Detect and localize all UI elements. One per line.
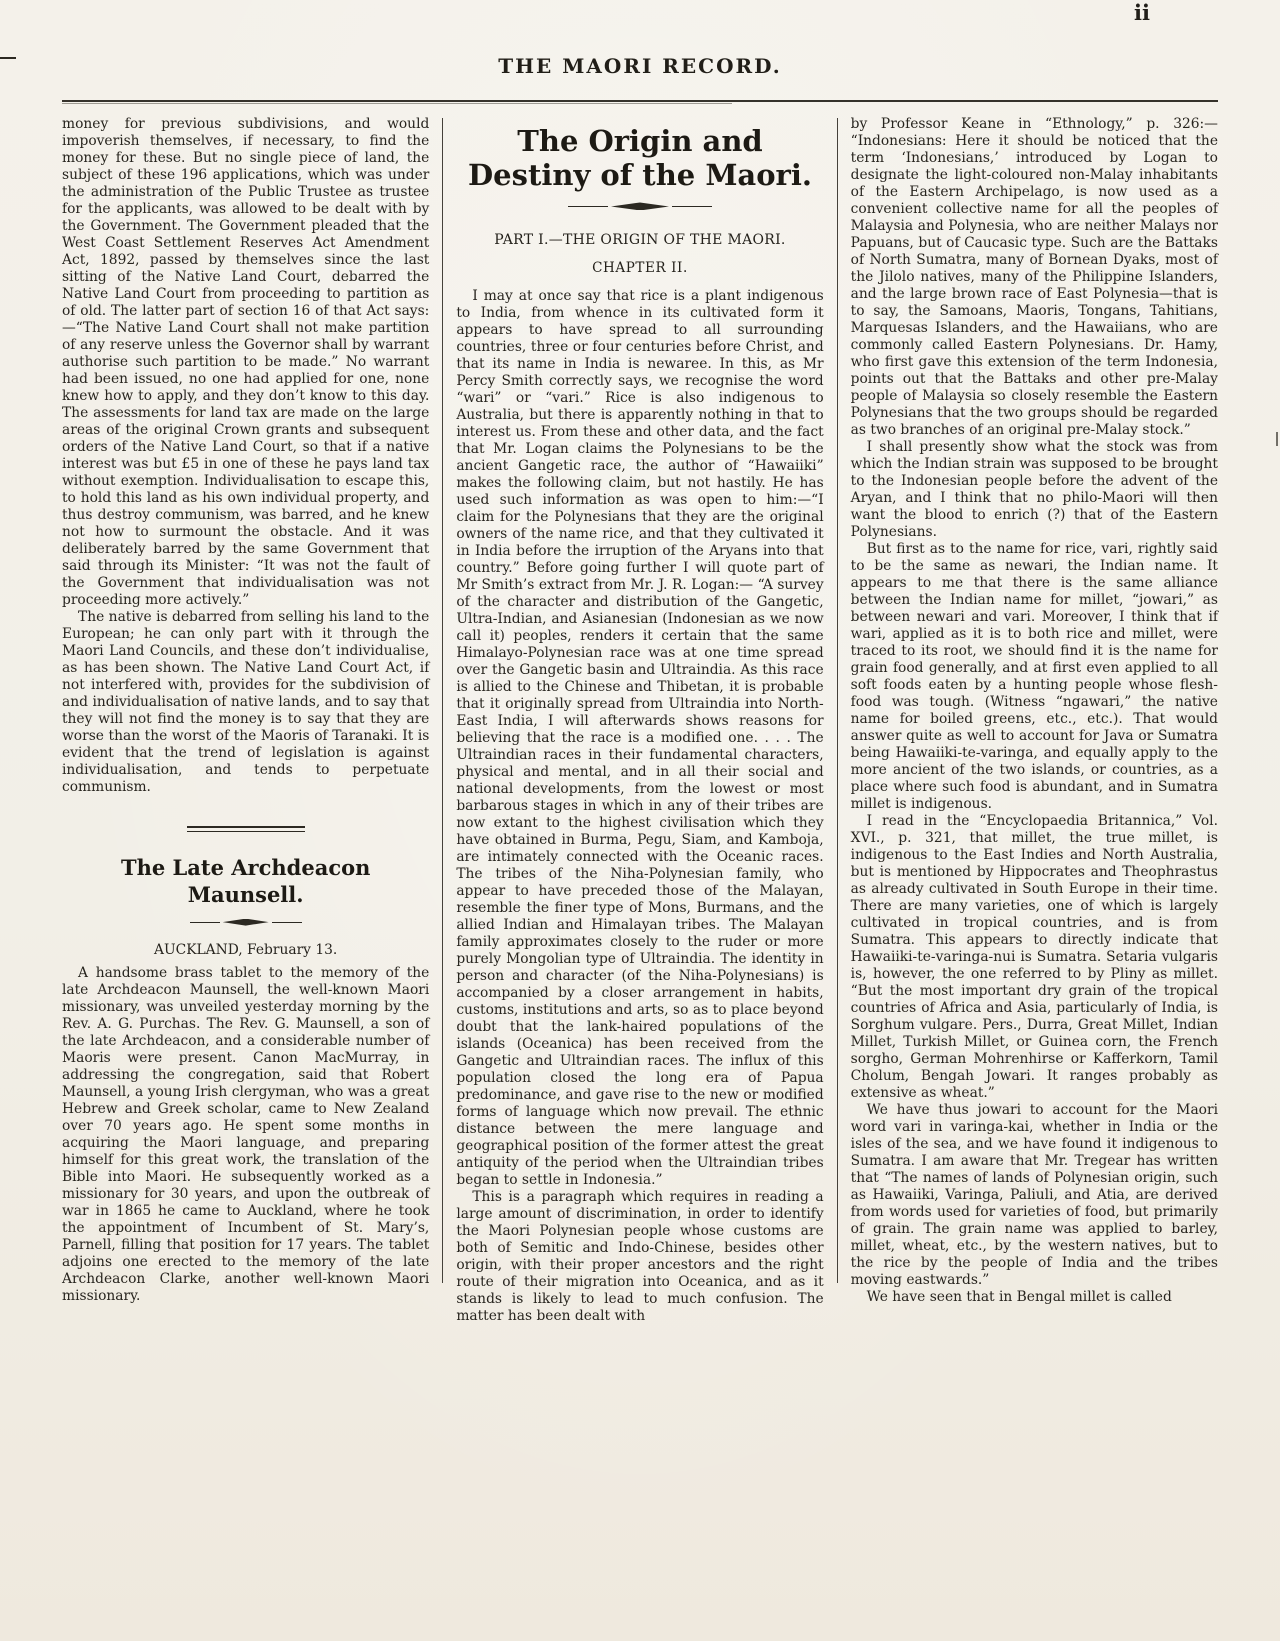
diamond-divider (456, 202, 823, 210)
divider-tail (568, 206, 608, 207)
dateline: AUCKLAND, February 13. (154, 941, 338, 958)
divider-tail (272, 922, 302, 923)
column-2 (456, 116, 823, 1325)
maunsell-article-body (62, 965, 429, 1305)
section-divider (187, 826, 305, 832)
maunsell-article-title (80, 854, 411, 909)
diamond-divider (62, 919, 429, 926)
paragraph: This is a paragraph which requires in reading a large amount of discrimination, in order to identify the Maori Polynesian people whose customs are both of Semitic and Indo-Chinese, besides other origin, with their proper ancestors and the right route of their migration into Oceanica, and as it stands is likely to lead to much confusion. The matter has been dealt with (456, 1189, 824, 1325)
paragraph: I may at once say that rice is a plant indigenous to India, from whence in its cultivated form it appears to have spread to all surrounding countries, three or four centuries before Christ, and that its name in India is newaree. In this, as Mr Percy Smith correctly says, we recognise the word “wari” or “vari.” Rice is also indigenous to Australia, but there is apparently nothing in that to interest us. From these and other data, and the fact that Mr. Logan claims the Polynesians to be the ancient Gangetic race, the author of “Hawaiiki” makes the following claim, but not hastily. He has used such information as was open to him:—“I claim for the Polynesians that they are the original owners of the name rice, and that they cultivated it in India before the irruption of the Aryans into that country.” Before going further I will quote part of Mr Smith’s extract from Mr. J. R. Logan:— “A survey of the character and distribution of the Gangetic, Ultra-Indian, and Asianesian (Indonesian as we now call it) peoples, renders it certain that the same Himalayo-Polynesian race was at one time spread over the Gangetic basin and Ultraindia. As this race is allied to the Chinese and Thibetan, it is probable that it originally spread from Ultraindia into North-East India, I will afterwards shows reasons for believing that the race is a modified one. . . . The Ultraindian races in their fundamental characters, physical and mental, and in all their social and national developments, from the lowest or most barbarous stages in which in any of their tribes are now extant to the highest civilisation which they have obtained in Burma, Pegu, Siam, and Kamboja, are intimately connected with the Oceanic races. The tribes of the Niha-Polynesian family, who appear to have preceded those of the Malayan, resemble the finer type of Mons, Burmans, and the allied Indian and Himalayan tribes. The Malayan family approximates closely to the ruder or more purely Mongolian type of Ultraindia. The identity in person and character (of the Niha-Polynesians) is accompanied by a closer arrangement in habits, customs, institutions and arts, so as to place beyond doubt that the lank-haired populations of the islands (Oceanica) has been received from the Gangetic and Ultraindian races. The influx of this population closed the long era of Papua predominance, and gave rise to the new or modified forms of language which now prevail. The ethnic distance between the mere language and geographical position of the former attest the great antiquity of the period when the Ultraindian tribes began to settle in Indonesia.” (456, 288, 824, 1189)
chapter-heading: CHAPTER II. (592, 260, 688, 277)
paragraph: The native is debarred from selling his land to the European; he can only part with it through the Maori Land Councils, and these don’t individualise, as has been shown. The Native Land Court Act, if not interfered with, provides for the subdivision of and individualisation of native lands, and to say that they will not find the money is to say that they are worse than the worst of the Maoris of Taranaki. It is evident that the trend of legislation is against individualisation, and tends to perpetuate communism. (62, 609, 430, 795)
page-header (0, 0, 1280, 86)
divider-rule-top (187, 826, 305, 828)
continued-article-body (851, 116, 1218, 1306)
masthead-title: THE MAORI RECORD. (498, 54, 782, 78)
title-line: Maunsell. (187, 882, 304, 908)
diamond-ornament (223, 919, 269, 926)
diamond-ornament (611, 202, 669, 210)
scan-artifact (1276, 432, 1278, 446)
paragraph: We have thus jowari to account for the Maori word vari in varinga-kai, whether in India or the isles of the sea, and we have found it indigenous to Sumatra. I am aware that Mr. Tregear has written that “The names of lands of Polynesian origin, such as Hawaiiki, Varinga, Paliuli, and Atia, are derived from words used for varieties of food, but primarily of grain. The grain name was applied to barley, millet, wheat, etc., by the western natives, but to the rice by the people of India and the tribes moving eastwards.” (850, 1102, 1218, 1288)
origin-article-body (456, 288, 823, 1325)
header-rule (62, 100, 1218, 106)
paragraph: We have seen that in Bengal millet is called (866, 1289, 1172, 1305)
headline-line: Destiny of the Maori. (468, 158, 812, 193)
column-1 (62, 116, 429, 1325)
column-3 (851, 116, 1218, 1325)
headline-line: The Origin and (517, 124, 763, 158)
paragraph: I shall presently show what the stock was from which the Indian strain was supposed to be brought to the Indonesian people before the advent of the Aryan, and I think that no philo-Maori will then want the blood to enrich (?) that of the Eastern Polynesians. (850, 439, 1218, 540)
column-rule (837, 118, 838, 1283)
divider-tail (672, 206, 712, 207)
part-heading: PART I.—THE ORIGIN OF THE MAORI. (494, 232, 786, 249)
paragraph: But first as to the name for rice, vari, rightly said to be the same as newari, the Indian name. It appears to me that there is the same alliance between the Indian name for millet, “jowari,” as between newari and vari. Moreover, I think that if wari, applied as it is to both rice and millet, were traced to its root, we should find it is the name for grain food generally, and at first even applied to all soft foods eaten by a hunting people whose flesh-food was tough. (Witness “ngawari,” the native name for boiled greens, etc., etc.). That would answer quite as well to account for Java or Sumatra being Hawaiiki-te-varinga, and equally apply to the more ancient of the two islands, or countries, as a place where such food is abundant, and in Sumatra millet is indigenous. (850, 541, 1218, 812)
page-number: ii (1134, 0, 1150, 25)
paragraph: money for previous subdivisions, and would impoverish themselves, if necessary, to find the money for these. But no single piece of land, the subject of these 196 applications, which was under the administration of the Public Trustee as trustee for the applicants, was allowed to be dealt with by the Government. The Government pleaded that the West Coast Settlement Reserves Act Amendment Act, 1892, passed by themselves since the last sitting of the Native Land Court, debarred the Native Land Court from proceeding to partition as of old. The latter part of section 16 of that Act says:—“The Native Land Court shall not make partition of any reserve unless the Governor shall by warrant authorise such partition to be made.” No warrant had been issued, no one had applied for one, none knew how to apply, and they don’t know to this day. The assessments for land tax are made on the large areas of the original Crown grants and subsequent orders of the Native Land Court, so that if a native interest was but £5 in one of these he pays land tax without exemption. Individualisation to escape this, to hold this land as his own individual property, and thus destroy communism, was barred, and he knew not how to surmount the obstacle. And it was deliberately barred by the same Government that said through its Minister: “It was not the fault of the Government that individualisation was not proceeding more actively.” (62, 116, 430, 608)
title-line: The Late Archdeacon (120, 855, 371, 880)
content-columns (0, 106, 1280, 1325)
column-rule (442, 118, 443, 1283)
paragraph: by Professor Keane in “Ethnology,” p. 326:— “Indonesians: Here it should be noticed that the term ‘Indonesians,’ introduced by Logan to designate the light-coloured non-Malay inhabitants of the Eastern Archipelago, is now used as a convenient collective name for all the peoples of Malaysia and Polynesia, who are neither Malays nor Papuans, but of Caucasic type. Such are the Battaks of North Sumatra, many of Bornean Dyaks, most of the Jilolo natives, many of the Philippine Islanders, and the large brown race of East Polynesia—that is to say, the Samoans, Maoris, Tongans, Tahitians, Marquesas Islanders, and the Hawaiians, who are commonly called Eastern Polynesians. Dr. Hamy, who first gave this extension of the term Indonesia, points out that the Battaks and other pre-Malay people of Malaysia so closely resemble the Eastern Polynesians that the two groups should be regarded as two branches of an original pre-Malay stock.” (850, 116, 1218, 438)
paragraph: I read in the “Encyclopaedia Britannica,” Vol. XVI., p. 321, that millet, the true millet, is indigenous to the East Indies and North Australia, but is mentioned by Hippocrates and Theophrastus as already cultivated in South Europe in their time. There are many varieties, one of which is largely cultivated in tropical countries, and is from Sumatra. This appears to directly indicate that Hawaiiki-te-varinga-nui is Sumatra. Setaria vulgaris is, however, the one referred to by Pliny as millet. “But the most important dry grain of the tropical countries of Africa and Asia, particularly of India, is Sorghum vulgare. Pers., Durra, Great Millet, Indian Millet, Turkish Millet, or Guinea corn, the French sorgho, German Mohrenhirse or Kafferkorn, Tamil Cholum, Bengah Jowari. It ranges probably as extensive as wheat.” (850, 813, 1218, 1101)
divider-tail (190, 922, 220, 923)
divider-rule-bottom (187, 831, 305, 832)
origin-article-headline (456, 124, 823, 192)
paragraph: A handsome brass tablet to the memory of the late Archdeacon Maunsell, the well-known Maori missionary, was unveiled yesterday morning by the Rev. A. G. Purchas. The Rev. G. Maunsell, a son of the late Archdeacon, and a considerable number of Maoris were present. Canon MacMurray, in addressing the congregation, said that Robert Maunsell, a young Irish clergyman, who was a great Hebrew and Greek scholar, came to New Zealand over 70 years ago. He spent some months in acquiring the Maori language, and preparing himself for this great work, the translation of the Bible into Maori. He subsequently worked as a missionary for 30 years, and upon the outbreak of war in 1865 he came to Auckland, where he took the appointment of Incumbent of St. Mary’s, Parnell, filling that position for 17 years. The tablet adjoins one erected to the memory of the late Archdeacon Clarke, another well-known Maori missionary. (62, 964, 430, 1304)
continued-article-body (62, 116, 429, 796)
